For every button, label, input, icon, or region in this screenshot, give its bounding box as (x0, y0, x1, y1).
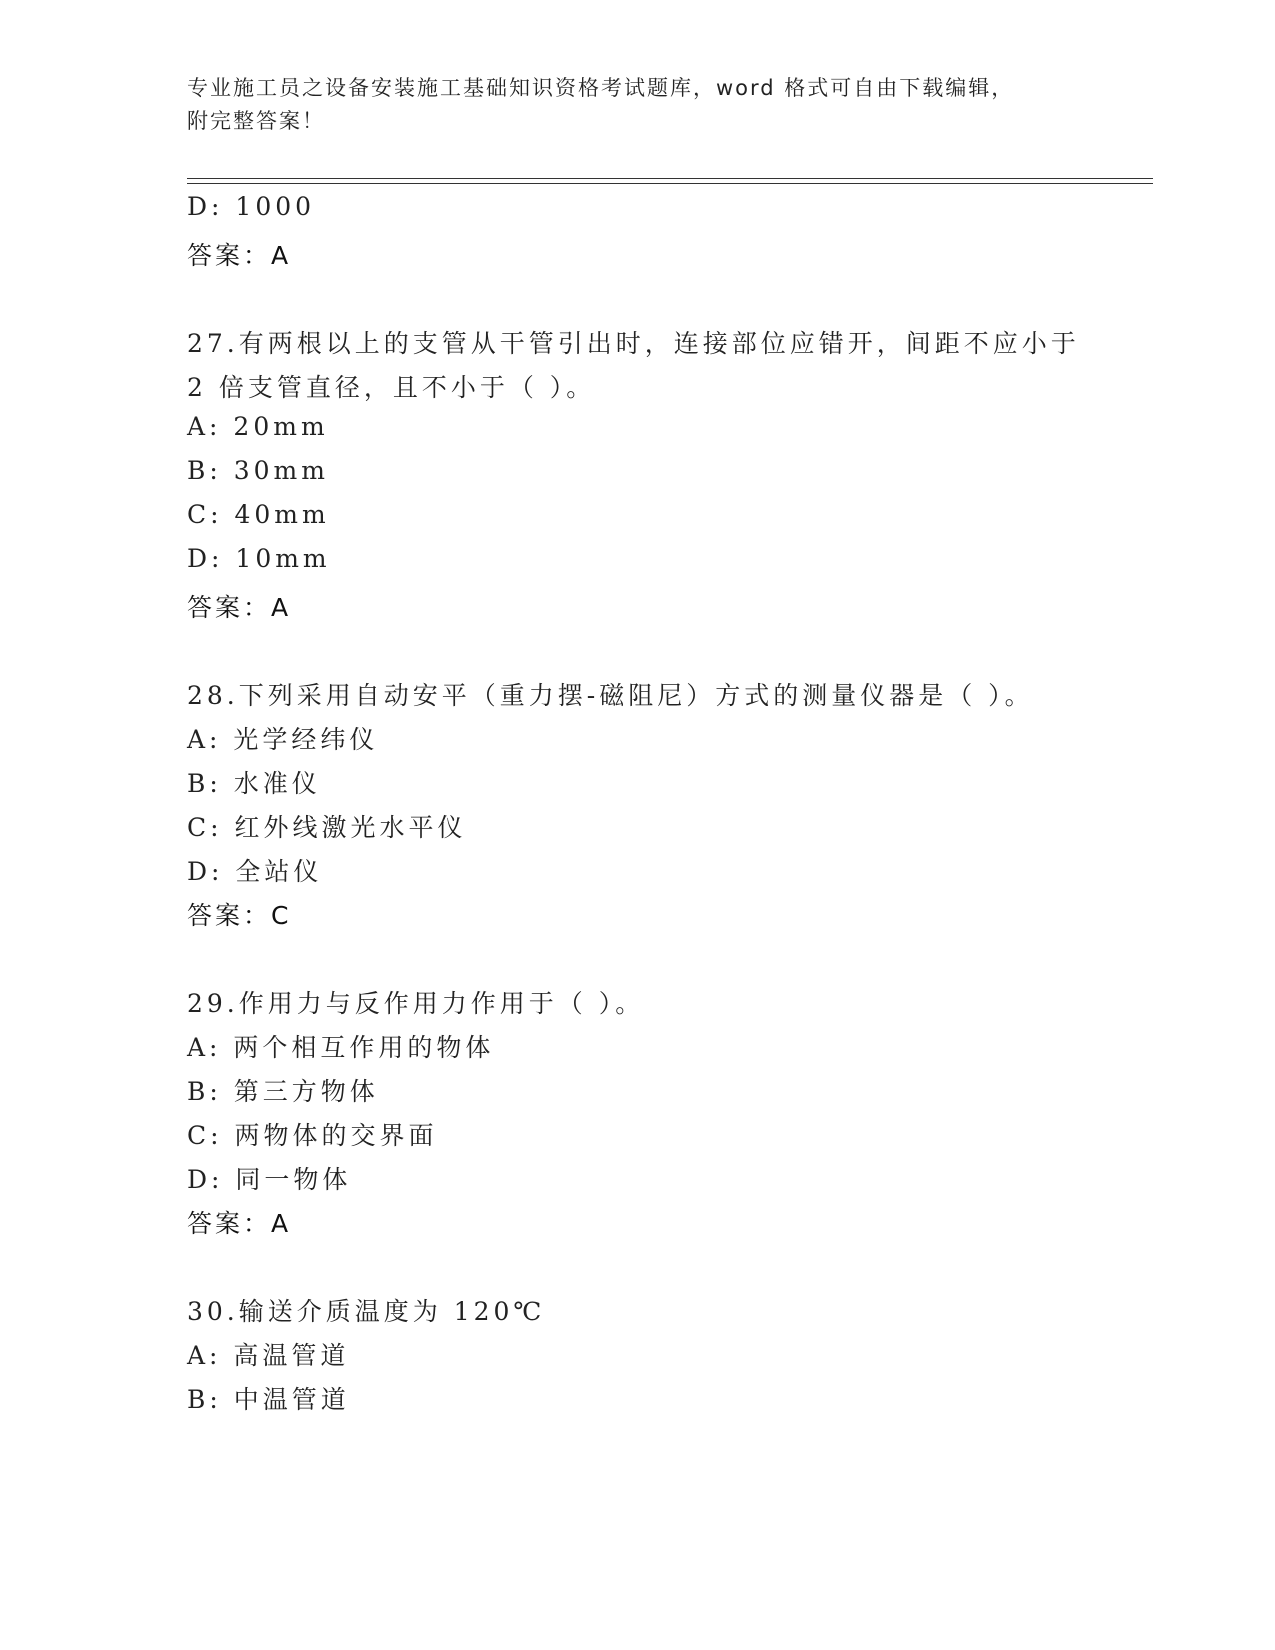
option-d-q28: D: 全站仪 (187, 857, 323, 886)
header-divider-top (187, 178, 1153, 179)
question-30: 30.输送介质温度为 120℃ (187, 1297, 546, 1326)
option-a-q27: A: 20mm (187, 412, 329, 441)
question-28: 28.下列采用自动安平（重力摆-磁阻尼）方式的测量仪器是（ ）。 (187, 681, 1034, 710)
option-b-q29: B: 第三方物体 (187, 1077, 379, 1106)
option-a-q28: A: 光学经纬仪 (187, 725, 379, 754)
header-divider-bottom (187, 183, 1153, 184)
answer-q26: 答案：A (187, 241, 292, 270)
question-29: 29.作用力与反作用力作用于（ ）。 (187, 989, 645, 1018)
option-a-q30: A: 高温管道 (187, 1341, 350, 1370)
header-line-2: 附完整答案！ (187, 109, 325, 133)
option-c-q27: C: 40mm (187, 500, 330, 529)
question-27-line-1: 27.有两根以上的支管从干管引出时，连接部位应错开，间距不应小于 (187, 329, 1080, 358)
option-d-q27: D: 10mm (187, 544, 331, 573)
option-b-q28: B: 水准仪 (187, 769, 321, 798)
answer-q28: 答案：C (187, 901, 292, 930)
option-d-q26: D: 1000 (187, 192, 316, 221)
answer-q29: 答案：A (187, 1209, 292, 1238)
option-a-q29: A: 两个相互作用的物体 (187, 1033, 495, 1062)
option-c-q28: C: 红外线激光水平仪 (187, 813, 467, 842)
option-d-q29: D: 同一物体 (187, 1165, 352, 1194)
option-b-q30: B: 中温管道 (187, 1385, 350, 1414)
option-b-q27: B: 30mm (187, 456, 329, 485)
question-27-line-2: 2 倍支管直径，且不小于（ ）。 (187, 373, 596, 402)
header-line-1: 专业施工员之设备安装施工基础知识资格考试题库，word 格式可自由下载编辑， (187, 76, 1015, 100)
page-header (187, 72, 1067, 138)
option-c-q29: C: 两物体的交界面 (187, 1121, 438, 1150)
answer-q27: 答案：A (187, 593, 292, 622)
